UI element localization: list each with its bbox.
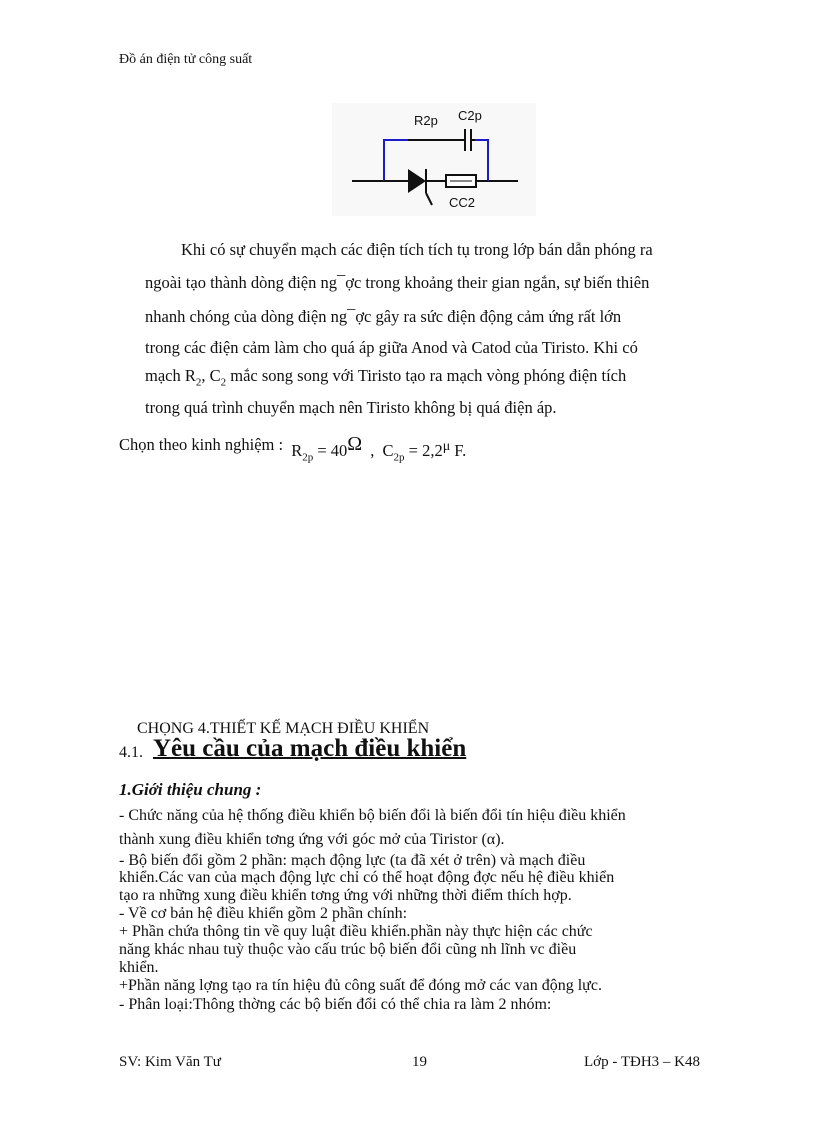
- footer-page-number: 19: [412, 1054, 427, 1070]
- paragraph-line: Khi có sự chuyển mạch các điện tích tích tụ trong lớp bán dẫn phóng ra: [181, 240, 653, 259]
- footer-class: Lớp - TĐH3 – K48: [584, 1054, 700, 1070]
- paragraph-line: trong các điện cảm làm cho quá áp giữa Anod và Catod của Tiristo. Khi có: [145, 338, 638, 357]
- section-title: Yêu cầu của mạch điều khiển: [153, 735, 467, 762]
- page-header: Đồ án điện tử công suất: [119, 52, 253, 67]
- body-line: năng khác nhau tuỳ thuộc vào cấu trúc bộ biến đổi cũng nh lĩnh vc điều: [119, 941, 577, 958]
- snubber-circuit-diagram: [332, 103, 536, 216]
- paragraph-line: ngoài tạo thành dòng điện ng¯ợc trong khoảng their gian ngắn, sự biến thiên: [145, 273, 650, 292]
- body-line: tạo ra những xung điều khiển tơng ứng với những thời điểm thích hợp.: [119, 887, 572, 904]
- body-line: +Phần năng lợng tạo ra tín hiệu đủ công suất để đóng mở các van động lực.: [119, 977, 602, 994]
- footer-student: SV: Kim Văn Tư: [119, 1054, 221, 1070]
- body-line: - Chức năng của hệ thống điều khiển bộ biến đổi là biến đổi tín hiệu điều khiển: [119, 807, 626, 824]
- body-line: - Phân loại:Thông thờng các bộ biến đổi có thể chia ra làm 2 nhóm:: [119, 996, 552, 1013]
- body-line: khiển.: [119, 959, 159, 976]
- formula-label: Chọn theo kinh nghiệm :: [119, 435, 284, 454]
- section-number: 4.1.: [119, 744, 143, 761]
- body-line: thành xung điều khiển tơng ứng với góc mở của Tiristor (α).: [119, 831, 505, 848]
- subsection-heading: 1.Giới thiệu chung :: [119, 780, 262, 799]
- chapter-heading: CHỌNG 4.THIẾT KẾ MẠCH ĐIỀU KHIỂN: [137, 720, 430, 737]
- formula-line: Chọn theo kinh nghiệm : $R_{2p} = 40\Omega$ , $C_{2p} = 2,2\mu$ F.: [119, 433, 467, 464]
- formula-c2p: $C_{2p} = 2,2$: [382, 441, 443, 464]
- cc2-label: CC2: [449, 195, 476, 210]
- paragraph-line: nhanh chóng của dòng điện ng¯ợc gây ra sức điện động cảm ứng rất lớn: [145, 307, 622, 326]
- r2p-label: R2p: [414, 113, 438, 128]
- paragraph-line: trong quá trình chuyển mạch nên Tiristo không bị quá điện áp.: [145, 398, 557, 417]
- paragraph-line: mạch $R_2$, $C_2$ mắc song song với Tiristo tạo ra mạch vòng phóng điện tích: [145, 366, 627, 389]
- body-line: - Về cơ bản hệ điều khiển gồm 2 phần chính:: [119, 905, 408, 922]
- formula-r2p: $R_{2p} = 40$: [291, 441, 348, 464]
- body-line: + Phần chứa thông tin về quy luật điều khiển.phần này thực hiện các chức: [119, 923, 593, 940]
- mu-symbol: μ: [442, 439, 451, 454]
- body-line: khiển.Các van của mạch động lực chỉ có thể hoạt động đợc nếu hệ điều khiển: [119, 869, 615, 886]
- c2p-label: C2p: [458, 108, 482, 123]
- body-line: - Bộ biến đổi gồm 2 phần: mạch động lực (ta đã xét ở trên) và mạch điều: [119, 852, 586, 869]
- ohm-symbol: Ω: [347, 433, 363, 455]
